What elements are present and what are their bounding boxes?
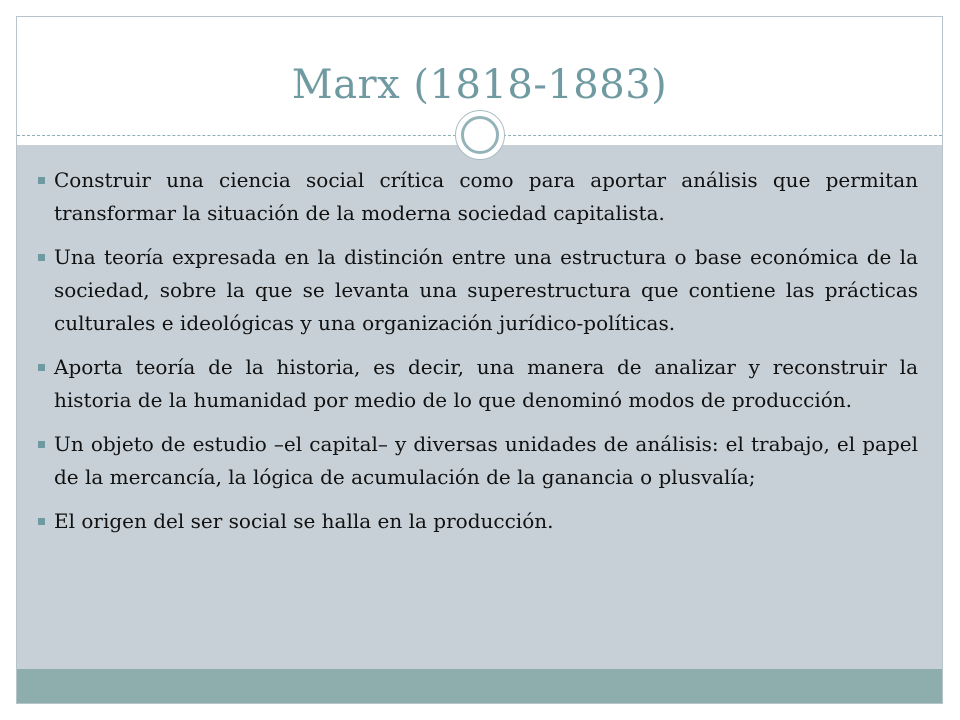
slide-title: Marx (1818-1883)	[291, 62, 668, 108]
bullet-list	[38, 164, 918, 549]
bullet-text: Construir una ciencia social crítica como para aportar análisis que permitan transformar la situación de la moderna sociedad capitalista.	[54, 168, 918, 225]
bullet-text: Aporta teoría de la historia, es decir, una manera de analizar y reconstruir la historia de la humanidad por medio de lo que denominó modos de producción.	[54, 355, 918, 412]
bullet-item	[38, 241, 918, 340]
bullet-text: El origen del ser social se halla en la producción.	[54, 509, 554, 533]
footer-bar	[17, 669, 942, 703]
square-bullet-icon	[38, 518, 45, 525]
square-bullet-icon	[38, 364, 45, 371]
bullet-item	[38, 351, 918, 417]
square-bullet-icon	[38, 441, 45, 448]
bullet-item	[38, 505, 918, 538]
bullet-item	[38, 428, 918, 494]
square-bullet-icon	[38, 177, 45, 184]
bullet-text: Un objeto de estudio –el capital– y diversas unidades de análisis: el trabajo, el papel de la mercancía, la lógica de acumulación de la ganancia o plusvalía;	[54, 432, 918, 489]
square-bullet-icon	[38, 254, 45, 261]
bullet-item	[38, 164, 918, 230]
bullet-text: Una teoría expresada en la distinción entre una estructura o base económica de la sociedad, sobre la que se levanta una superestructura que contiene las prácticas culturales e ideológicas y una organización jurídico-políticas.	[54, 245, 918, 335]
circle-ornament-icon	[455, 110, 505, 160]
